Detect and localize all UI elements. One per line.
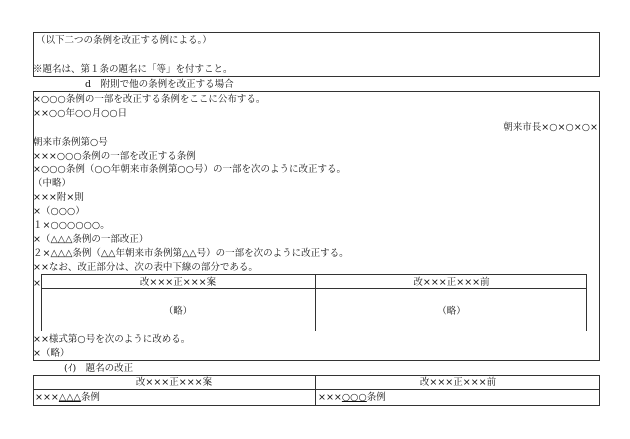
title-table-header-divider [33, 389, 600, 390]
title-header-after: 改×××正×××案 [135, 377, 213, 388]
form-amendment-line: ××様式第○号を次のように改める。 [33, 334, 191, 345]
top-box-note: ※題名は、第１条の題名に「等」を付すこと。 [33, 64, 233, 75]
amendment-statement: ×○○○条例（○○年朝来市条例第○○号）の一部を次のように改正する。 [33, 164, 346, 175]
title-row-before [318, 393, 386, 403]
inner-omitted-left: （略） [163, 306, 193, 317]
article-1: １×○○○○○○。 [33, 220, 110, 231]
title-row-after-underlined: △△△ [58, 392, 81, 403]
title-row-before-prefix: ××× [318, 392, 342, 403]
section-i-heading: (ｲ) 題名の改正 [64, 363, 134, 374]
date-line: ××○○年○○月○○日 [33, 108, 128, 119]
article-heading: ×（○○○） [33, 206, 85, 217]
title-row-after-suffix: 条例 [80, 392, 100, 403]
title-row-after [35, 393, 100, 403]
partial-amendment-heading: ×（△△△条例の一部改正） [33, 234, 149, 245]
title-row-before-underlined: ○○○ [341, 392, 367, 403]
section-d-heading: d 附則で他の条例を改正する場合 [85, 79, 234, 90]
top-box-line: （以下二つの条例を改正する例による。） [36, 35, 212, 46]
inner-header-after: 改×××正×××案 [139, 277, 217, 288]
mayor-signature: 朝来市長×○×○×○× [503, 122, 598, 133]
inner-header-before: 改×××正×××前 [413, 277, 490, 288]
inner-table-header-divider [41, 288, 587, 289]
table-mark: × [33, 278, 41, 289]
inner-omitted-right: （略） [437, 306, 466, 317]
ordinance-title: ×××○○○条例の一部を改正する条例 [33, 151, 196, 162]
ordinance-number: 朝来市条例第○号 [33, 137, 108, 148]
omitted-middle: （中略） [33, 178, 72, 189]
omitted-final: ×（略） [33, 348, 70, 359]
promulgation-line: ×○○○条例の一部を改正する条例をここに公布する。 [33, 94, 266, 105]
supplementary-provisions: ×××附×則 [33, 192, 84, 203]
title-row-after-prefix: ××× [35, 392, 59, 403]
underline-note: ××なお、改正部分は、次の表中下線の部分である。 [33, 262, 258, 273]
title-header-before: 改×××正×××前 [419, 377, 497, 388]
article-2: ２×△△△条例（△△年朝来市条例第△△号）の一部を次のように改正する。 [33, 248, 349, 259]
title-row-before-suffix: 条例 [366, 392, 386, 403]
